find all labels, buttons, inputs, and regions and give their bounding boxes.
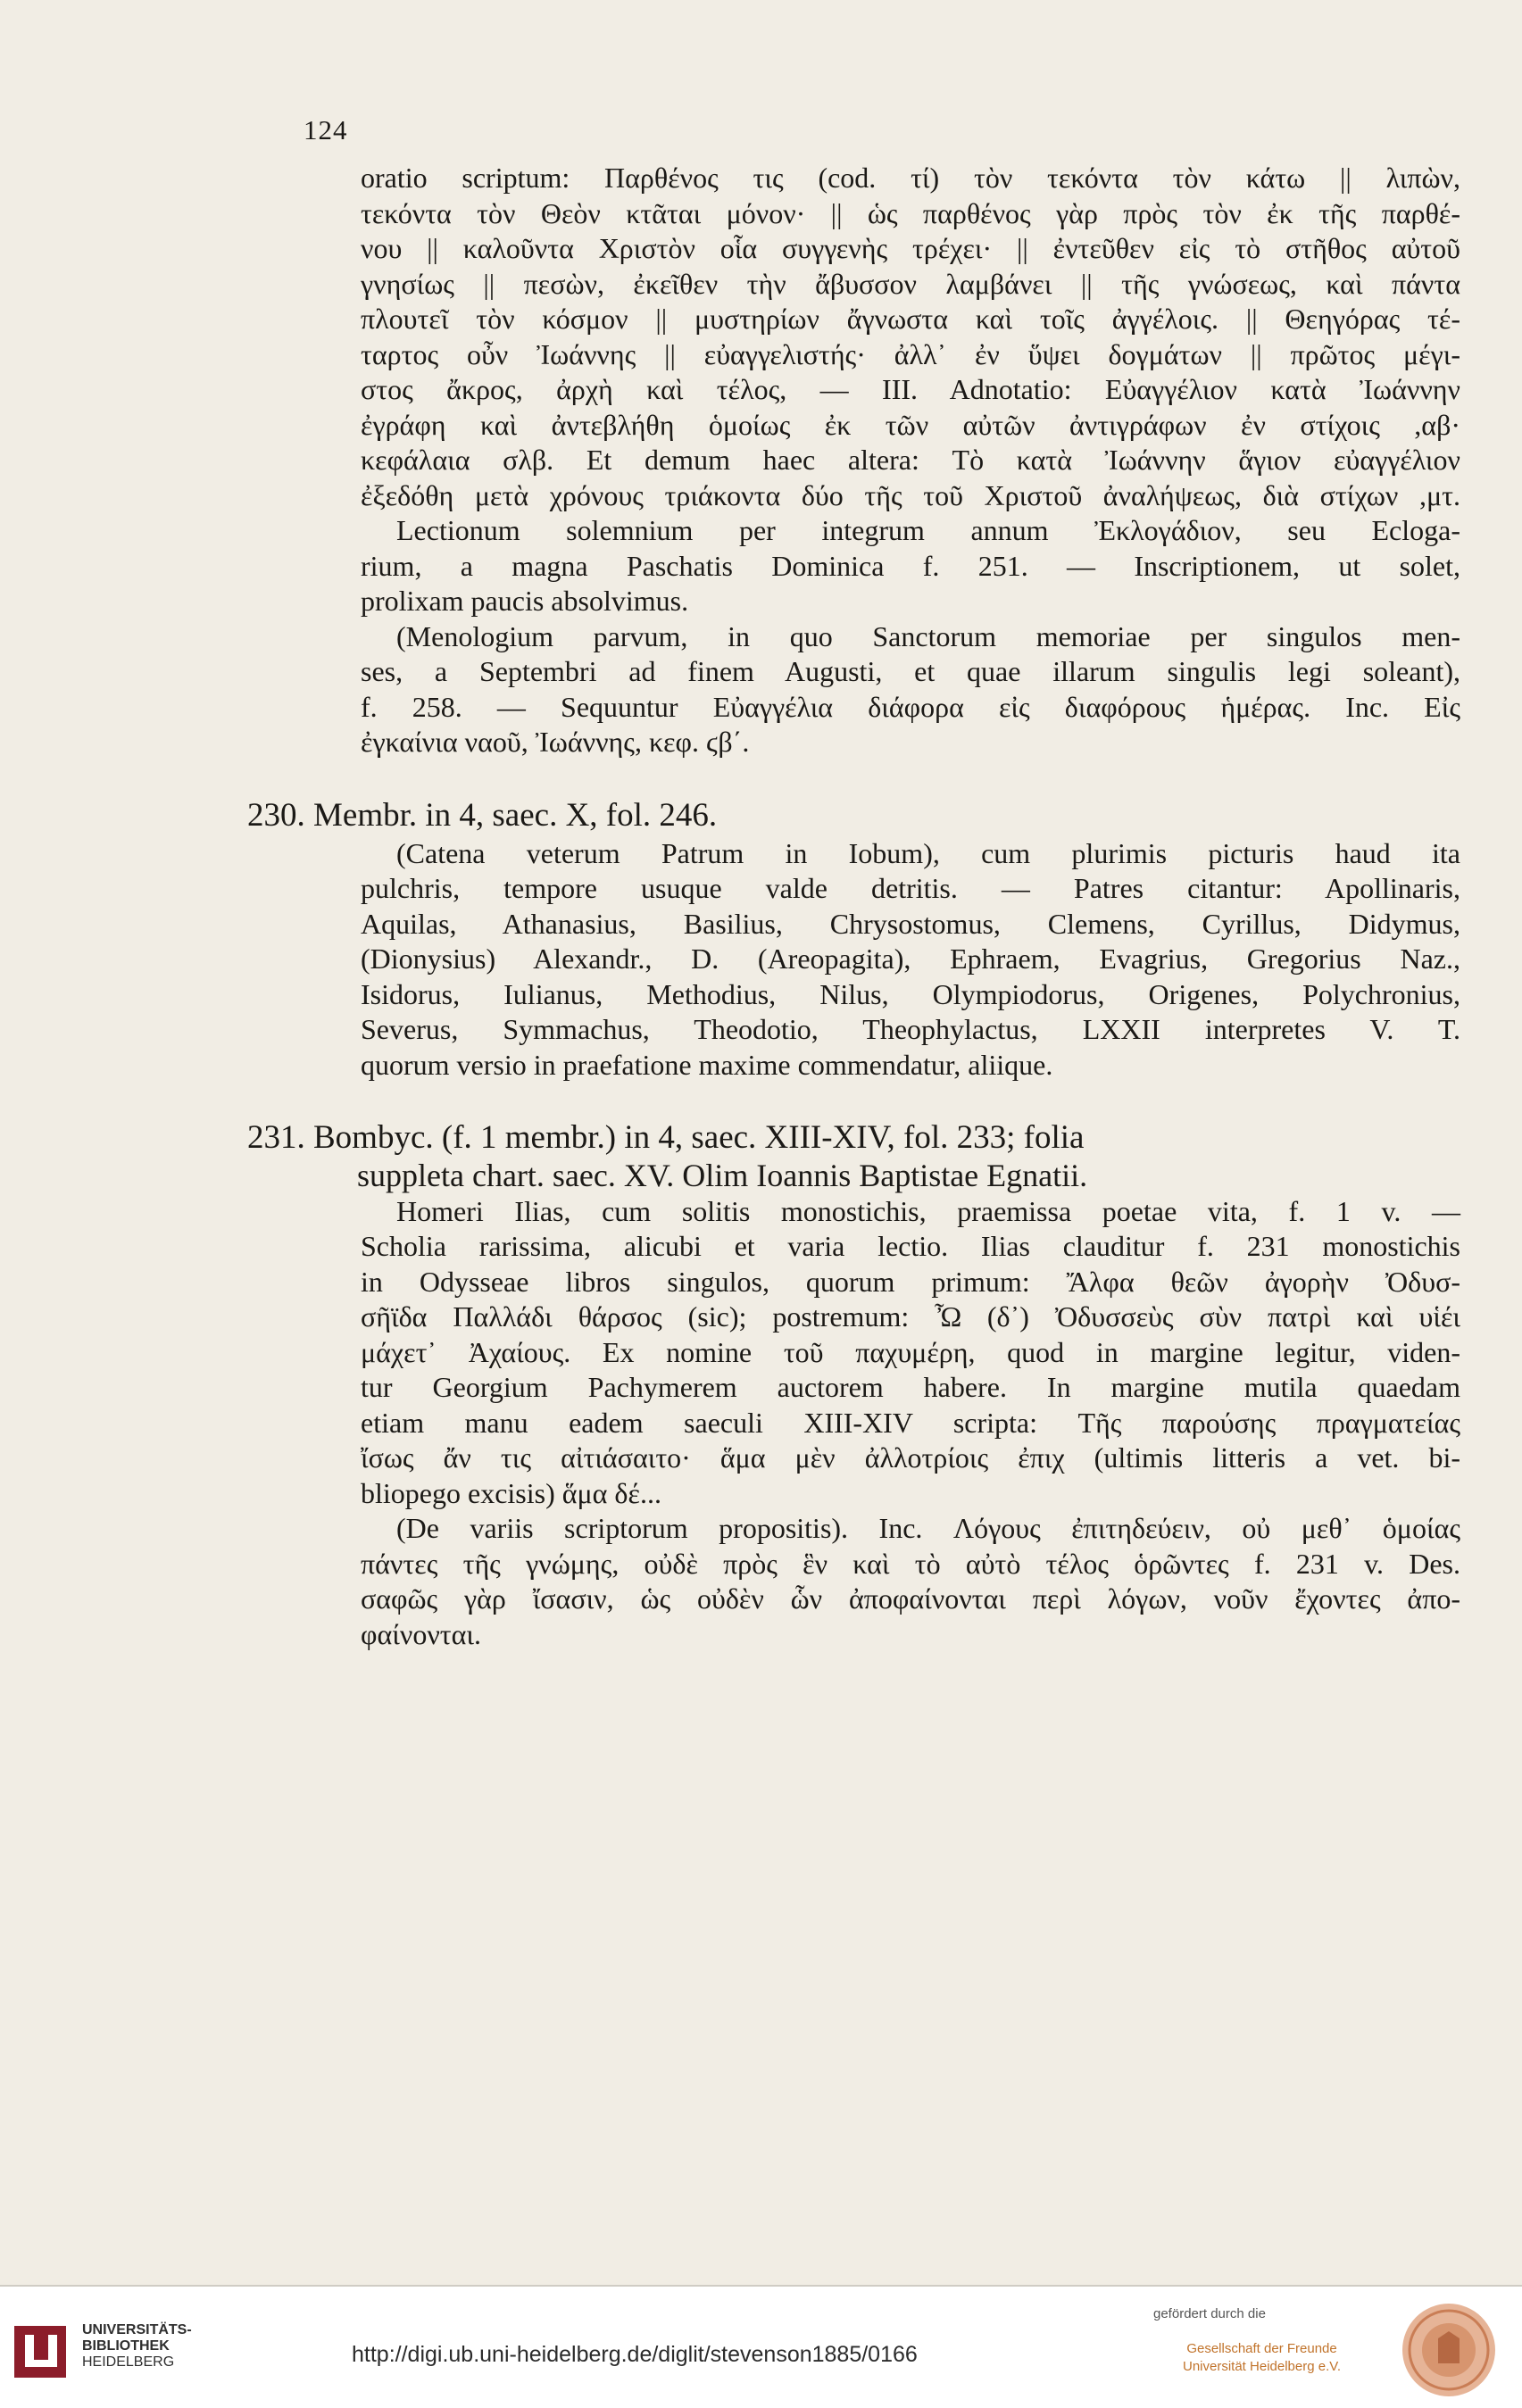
library-name-line: HEIDELBERG (82, 2354, 175, 2370)
text-line: oratio scriptum: Παρθένος τις (cod. τί) τὸν τεκόντα τὸν κάτω || λιπὼν, (361, 162, 1460, 194)
text-line: bliopego excisis) ἅμα δέ... (361, 1476, 661, 1509)
funded-by-label: gefördert durch die (1153, 2306, 1266, 2321)
text-line: στος ἄκρος, ἀρχὴ καὶ τέλος, — III. Adnotatio: Εὐαγγέλιον κατὰ Ἰωάννην (361, 373, 1460, 405)
text-line: quorum versio in praefatione maxime commendatur, aliique. (361, 1048, 1053, 1081)
university-seal-icon (1400, 2301, 1498, 2399)
text-line: (De variis scriptorum propositis). Inc. Λόγους ἐπιτηδεύειν, οὐ μεθ᾽ ὁμοίας (396, 1512, 1460, 1544)
text-line: Aquilas, Athanasius, Basilius, Chrysostomus, Clemens, Cyrillus, Didymus, (361, 907, 1460, 940)
text-line: rium, a magna Paschatis Dominica f. 251. — Inscriptionem, ut solet, (361, 549, 1460, 582)
page-number: 124 (304, 114, 348, 145)
entry-heading-231: 231. Bombyc. (f. 1 membr.) in 4, saec. XIII-XIV, fol. 233; folia (247, 1119, 1085, 1156)
entry-heading-231-sub: suppleta chart. saec. XV. Olim Ioannis Baptistae Egnatii. (357, 1158, 1088, 1193)
text-line: ἐγκαίνια ναοῦ, Ἰωάννης, κεφ. ϛβ΄. (361, 726, 750, 758)
text-line: γνησίως || πεσὼν, ἐκεῖθεν τὴν ἄβυσσον λαμβάνει || τῆς γνώσεως, καὶ πάντα (361, 267, 1460, 300)
text-line: Scholia rarissima, alicubi et varia lectio. Ilias clauditur f. 231 monostichis (361, 1230, 1460, 1262)
text-line: ἐγράφη καὶ ἀντεβλήθη ὁμοίως ἐκ τῶν αὐτῶν ἀντιγράφων ἐν στίχοις ,αβ· (361, 408, 1460, 441)
spacer (361, 760, 1460, 795)
text-line: etiam manu eadem saeculi XIII-XIV scripta: Τῆς παρούσης πραγματείας (361, 1406, 1460, 1439)
society-name-line: Universität Heidelberg e.V. (1183, 2359, 1342, 2374)
text-line: τεκόντα τὸν Θεὸν κτᾶται μόνον· || ὡς παρθένος γὰρ πρὸς τὸν ἐκ τῆς παρθέ- (361, 196, 1460, 229)
text-line: ses, a Septembri ad finem Augusti, et quae illarum singulis legi soleant), (361, 655, 1460, 687)
text-line: ἴσως ἄν τις αἰτιάσαιτο· ἅμα μὲν ἀλλοτρίοις ἐπιχ (ultimis litteris a vet. bi- (361, 1441, 1460, 1474)
spacer (361, 1083, 1460, 1117)
text-line: σῆϊδα Παλλάδι θάρσος (sic); postremum: Ὦ (δ᾽) Ὀδυσσεὺς σὺν πατρὶ καὶ υἱέι (361, 1300, 1460, 1333)
paragraph-entry-231-b (361, 1511, 1460, 1652)
text-line: σαφῶς γὰρ ἴσασιν, ὡς οὐδὲν ὧν ἀποφαίνονται περὶ λόγων, νοῦν ἔχοντες ἀπο- (361, 1582, 1460, 1615)
text-line: (Dionysius) Alexandr., D. (Areopagita), Ephraem, Evagrius, Gregorius Naz., (361, 942, 1460, 975)
digitization-footer (0, 2285, 1522, 2408)
university-library-logo-icon (12, 2321, 70, 2383)
text-line: νου || καλοῦντα Χριστὸν οἷα συγγενὴς τρέχει· || ἐντεῦθεν εἰς τὸ στῆθος αὐτοῦ (361, 232, 1460, 264)
text-line: f. 258. — Sequuntur Εὐαγγέλια διάφορα εἰς διαφόρους ἡμέρας. Inc. Εἰς (361, 690, 1461, 723)
society-name-line: Gesellschaft der Freunde (1186, 2341, 1337, 2356)
text-line: tur Georgium Pachymerem auctorem habere. In margine mutila quaedam (361, 1371, 1460, 1403)
text-line: pulchris, tempore usuque valde detritis. — Patres citantur: Apollinaris, (361, 872, 1460, 904)
paragraph-catalogue-continuation (361, 161, 1460, 513)
library-name-line: UNIVERSITÄTS- (82, 2322, 192, 2337)
text-line: ταρτος οὖν Ἰωάννης || εὐαγγελιστής· ἀλλ᾽ ἐν ὕψει δογμάτων || πρῶτος μέγι- (361, 337, 1460, 370)
permalink-url[interactable]: http://digi.ub.uni-heidelberg.de/diglit/stevenson1885/0166 (352, 2342, 918, 2367)
text-line: Isidorus, Iulianus, Methodius, Nilus, Olympiodorus, Origenes, Polychronius, (361, 977, 1460, 1010)
text-line: πλουτεῖ τὸν κόσμον || μυστηρίων ἄγνωστα καὶ τοῖς ἀγγέλοις. || Θεηγόρας τέ- (361, 303, 1460, 335)
paragraph-eclogarium (361, 513, 1460, 619)
university-library-name (82, 2322, 192, 2371)
paragraph-menologium (361, 619, 1460, 760)
text-line: Severus, Symmachus, Theodotio, Theophylactus, LXXII interpretes V. T. (361, 1013, 1460, 1045)
sponsor-society-name (1183, 2340, 1341, 2376)
paragraph-entry-230 (361, 836, 1460, 1084)
text-line: in Odysseae libros singulos, quorum primum: Ἄλφα θεῶν ἀγορὴν Ὀδυσ- (361, 1265, 1460, 1298)
text-line: (Menologium parvum, in quo Sanctorum memoriae per singulos men- (396, 619, 1460, 652)
entry-heading-230: 230. Membr. in 4, saec. X, fol. 246. (247, 796, 718, 834)
text-line: Homeri Ilias, cum solitis monostichis, praemissa poetae vita, f. 1 v. — (396, 1194, 1460, 1227)
text-line: φαίνονται. (361, 1617, 482, 1650)
text-line: πάντες τῆς γνώμης, οὐδὲ πρὸς ἓν καὶ τὸ αὐτὸ τέλος ὁρῶντες f. 231 v. Des. (361, 1547, 1460, 1580)
text-line: μάχετ᾽ Ἀχαίους. Ex nomine τοῦ παχυμέρη, quod in margine legitur, viden- (361, 1335, 1460, 1368)
text-line: Lectionum solemnium per integrum annum Ἐκλογάδιον, seu Ecloga- (396, 514, 1460, 546)
library-name-line: BIBLIOTHEK (82, 2338, 170, 2354)
text-line: prolixam paucis absolvimus. (361, 585, 689, 617)
paragraph-entry-231 (361, 1194, 1460, 1512)
main-text (247, 161, 1461, 1652)
text-line: (Catena veterum Patrum in Iobum), cum plurimis picturis haud ita (396, 836, 1460, 869)
text-line: κεφάλαια σλβ. Et demum haec altera: Τὸ κατὰ Ἰωάννην ἅγιον εὐαγγέλιον (361, 444, 1460, 476)
text-line: ἐξεδόθη μετὰ χρόνους τριάκοντα δύο τῆς τοῦ Χριστοῦ ἀναλήψεως, διὰ στίχων ,μτ. (361, 478, 1460, 511)
